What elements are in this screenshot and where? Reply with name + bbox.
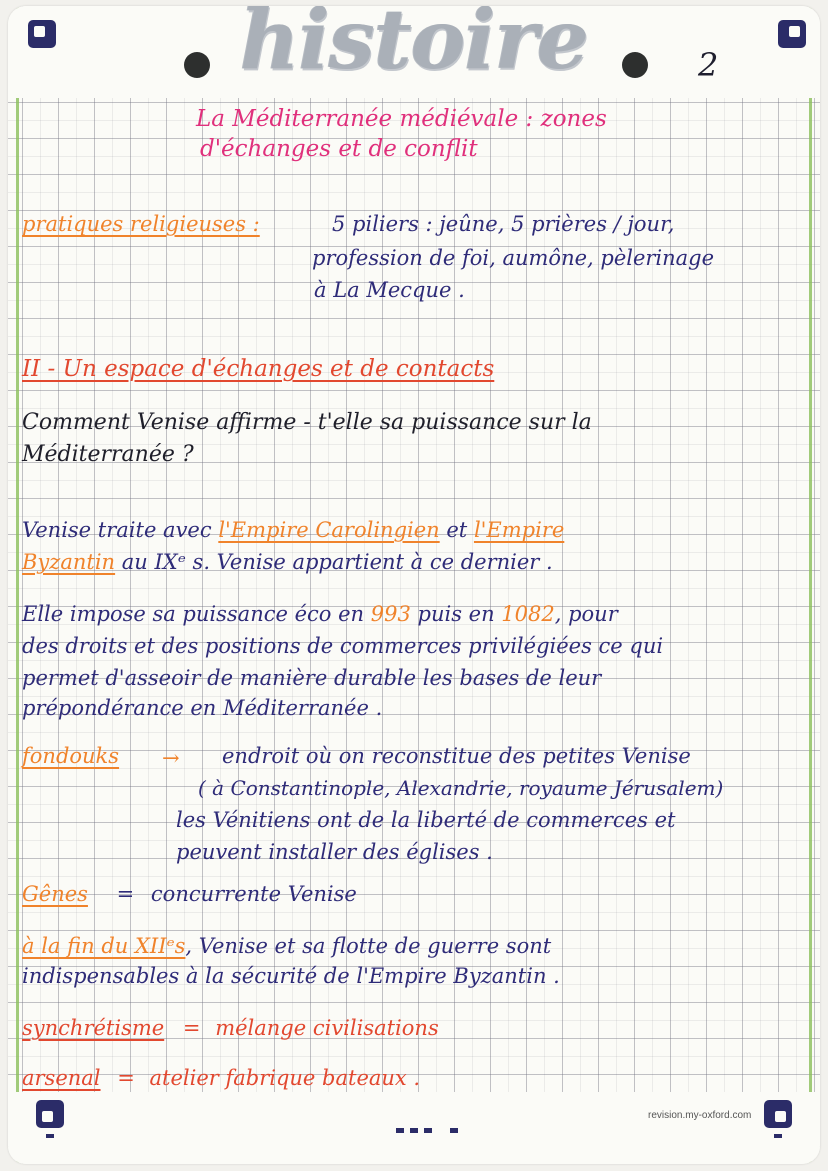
pratiques-line-2: profession de foi, aumône, pèlerinage [312, 246, 715, 270]
fondouks-line-4: peuvent installer des églises . [176, 840, 493, 864]
elle-impose-pour: , pour [554, 602, 618, 626]
fondouks-line-2: ( à Constantinople, Alexandrie, royaume Jérusalem) [198, 776, 724, 800]
empire-byzantin-b: Byzantin [22, 550, 116, 574]
page-number: 2 [698, 46, 719, 84]
punch-hole-right [622, 52, 648, 78]
synchretisme-value: mélange civilisations [215, 1016, 439, 1040]
elle-impose-line-4: prépondérance en Méditerranée . [22, 696, 383, 720]
fin-xii-line-1 [22, 934, 551, 958]
arsenal-equals: = [117, 1066, 135, 1090]
fondouks-line-1: endroit où on reconstitue des petites Venise [222, 744, 691, 768]
arsenal-value: atelier fabrique bateaux . [149, 1066, 421, 1090]
arsenal-label: arsenal [22, 1066, 101, 1090]
left-margin-line [16, 6, 19, 1164]
pratiques-label: pratiques religieuses : [22, 212, 260, 236]
punch-hole-left [184, 52, 210, 78]
synchretisme-equals: = [182, 1016, 201, 1040]
venise-traite-rest: au IXᵉ s. Venise appartient à ce dernier . [121, 550, 553, 574]
genes-value: concurrente Venise [150, 882, 357, 906]
question-line-1: Comment Venise affirme - t'elle sa puissance sur la [22, 410, 592, 435]
elle-impose-line-1 [22, 602, 618, 626]
venise-traite-line-1 [22, 518, 564, 542]
fin-xii-text: , Venise et sa flotte de guerre sont [185, 934, 552, 958]
year-993: 993 [370, 602, 411, 626]
corner-mark-bottom-right-icon [764, 1100, 792, 1128]
page-indicator-icon [396, 1118, 464, 1137]
page-title: histoire [239, 6, 589, 88]
synchretisme-line [22, 1016, 439, 1040]
footer-url: revision.my-oxford.com [648, 1110, 752, 1121]
question-line-2: Méditerranée ? [22, 442, 194, 467]
corner-mark-top-left-icon [28, 20, 56, 48]
elle-impose-text: Elle impose sa puissance éco en [22, 602, 365, 626]
elle-impose-line-3: permet d'asseoir de manière durable les bases de leur [22, 666, 602, 690]
pratiques-line-3: à La Mecque . [314, 278, 465, 302]
corner-mark-top-right-icon [778, 20, 806, 48]
fondouks-line-3: les Vénitiens ont de la liberté de commerces et [176, 808, 676, 832]
fin-xii-label: à la fin du XIIᵉs [22, 934, 186, 958]
genes-equals: = [116, 882, 135, 906]
genes-label: Gênes [22, 882, 88, 906]
genes-line [22, 882, 357, 906]
elle-impose-line-2: des droits et des positions de commerces privilégiées ce qui [22, 634, 664, 658]
empire-carolingien: l'Empire Carolingien [218, 518, 440, 542]
subtitle-line-1: La Méditerranée médiévale : zones [196, 106, 607, 132]
venise-traite-et: et [446, 518, 468, 542]
empire-byzantin-a: l'Empire [473, 518, 565, 542]
right-margin-line [809, 6, 812, 1164]
fin-xii-line-2: indispensables à la sécurité de l'Empire Byzantin . [22, 964, 560, 988]
pratiques-line-1: 5 piliers : jeûne, 5 prières / jour, [332, 212, 675, 236]
fondouks-label: fondouks [22, 744, 120, 768]
notebook-page [8, 6, 820, 1164]
arrow-right-icon: → [162, 746, 180, 770]
tab-mark-left-icon [46, 1134, 54, 1138]
venise-traite-line-2 [22, 550, 553, 574]
elle-impose-puis: puis en [417, 602, 495, 626]
corner-mark-bottom-left-icon [36, 1100, 64, 1128]
year-1082: 1082 [501, 602, 555, 626]
arsenal-line [22, 1066, 420, 1090]
subtitle-line-2: d'échanges et de conflit [200, 136, 478, 162]
synchretisme-label: synchrétisme [22, 1016, 165, 1040]
venise-traite-text: Venise traite avec [22, 518, 212, 542]
tab-mark-right-icon [774, 1134, 782, 1138]
section-2-heading: II - Un espace d'échanges et de contacts [22, 356, 495, 382]
